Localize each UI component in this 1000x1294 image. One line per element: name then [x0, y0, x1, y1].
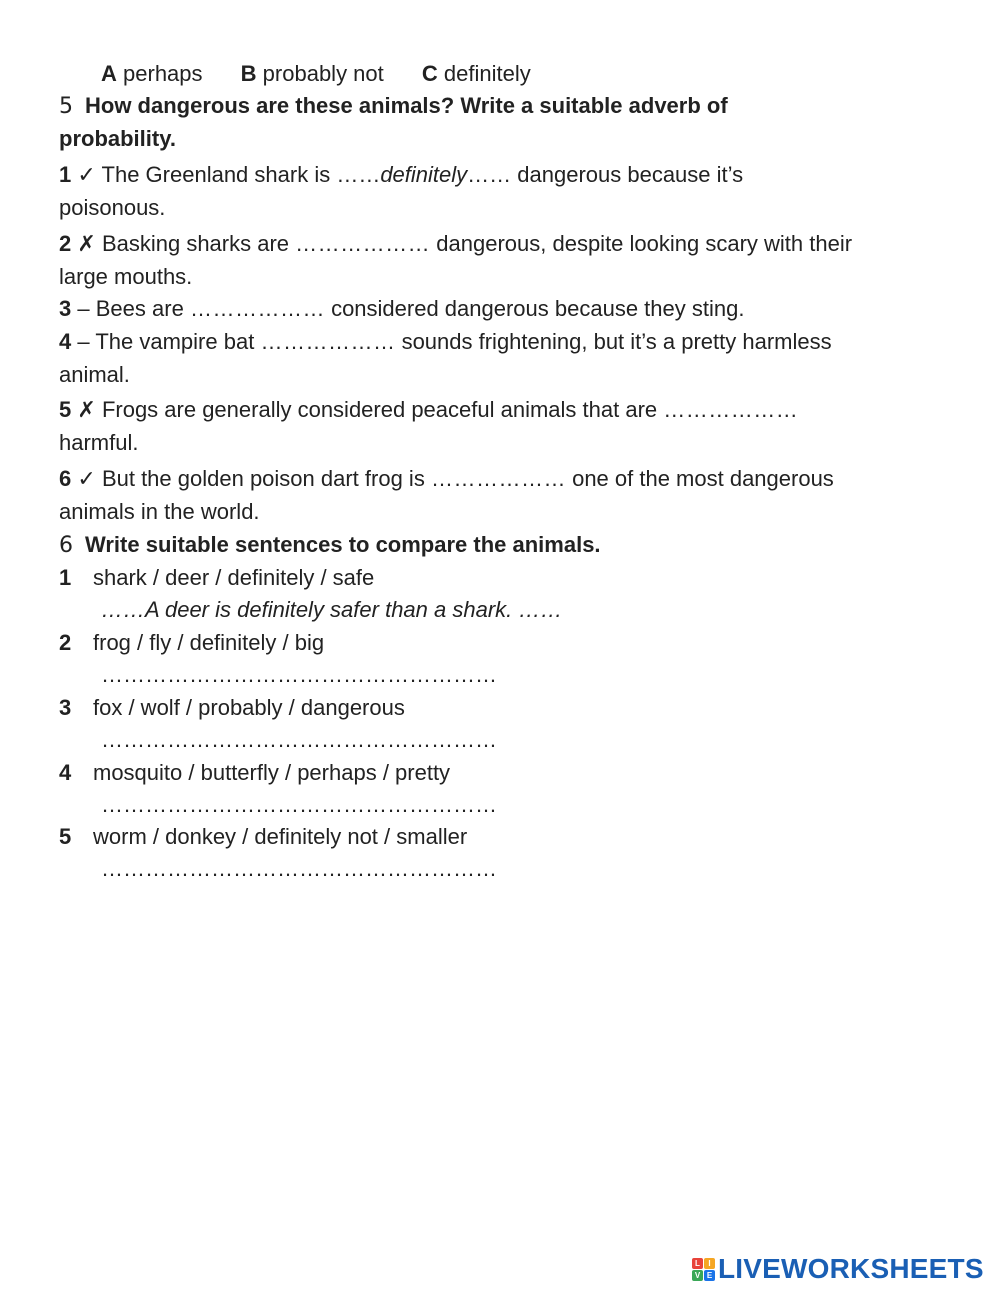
check-icon: ✓ [77, 162, 96, 187]
s5-item-3: 3 – Bees are ……………… considered dangerous because they sting. [59, 296, 745, 321]
section6-instruction: Write suitable sentences to compare the animals. [85, 532, 601, 557]
section5-heading [59, 93, 728, 120]
s5-item-2-blank[interactable]: ……………… [295, 231, 431, 256]
section5-instruction: How dangerous are these animals? Write a suitable adverb of [85, 93, 728, 118]
check-icon: ✓ [77, 466, 96, 491]
logo-mark-icon: L I V E [692, 1258, 715, 1281]
logo-text: LIVEWORKSHEETS [718, 1253, 984, 1284]
s6-item-5-answer-row [101, 856, 541, 882]
s5-item-1-answer: definitely [380, 162, 468, 187]
option-a: A perhaps [101, 61, 203, 86]
s6-item-2-answer-input[interactable] [101, 662, 541, 688]
s6-item-3: 3 fox / wolf / probably / dangerous [59, 695, 405, 720]
s5-item-4-blank[interactable]: ……………… [260, 329, 396, 354]
cross-icon: ✗ [77, 397, 96, 422]
option-c: C definitely [421, 61, 531, 86]
section5-number: 5 [59, 94, 73, 119]
section6-number: 6 [59, 533, 73, 558]
s5-item-3-blank[interactable]: ……………… [189, 296, 325, 321]
s6-item-4-answer-input[interactable] [101, 792, 541, 818]
s6-item-1-answer: ……A deer is definitely safer than a shark. …… [101, 597, 563, 622]
s5-item-1: 1 ✓ The Greenland shark is ……definitely…… dangerous because it’s [59, 162, 744, 187]
s6-item-3-answer-row [101, 727, 541, 753]
section5-heading-cont: probability. [59, 126, 176, 151]
s5-item-5: 5 ✗ Frogs are generally considered peaceful animals that are ……………… [59, 397, 799, 422]
dash-icon: – [77, 296, 90, 321]
option-b: B probably not [240, 61, 384, 86]
s5-item-4-cont: animal. [59, 362, 130, 387]
s6-item-5-answer-input[interactable] [101, 856, 541, 882]
s5-item-1-cont: poisonous. [59, 195, 166, 220]
s5-item-2-cont: large mouths. [59, 264, 193, 289]
s6-item-4: 4 mosquito / butterfly / perhaps / pretty [59, 760, 451, 785]
s5-item-4: 4 – The vampire bat ……………… sounds frightening, but it’s a pretty harmless [59, 329, 832, 354]
s6-item-2-answer-row [101, 662, 541, 688]
s6-item-4-answer-row [101, 792, 541, 818]
s6-item-1: 1 shark / deer / definitely / safe [59, 565, 375, 590]
liveworksheets-logo[interactable] [692, 1254, 984, 1284]
dash-icon: – [77, 329, 90, 354]
cross-icon: ✗ [77, 231, 96, 256]
s5-item-5-blank[interactable]: ……………… [663, 397, 799, 422]
s5-item-5-cont: harmful. [59, 430, 139, 455]
section6-heading [59, 532, 601, 559]
s6-item-5: 5 worm / donkey / definitely not / smaller [59, 824, 468, 849]
s5-item-2: 2 ✗ Basking sharks are ……………… dangerous, despite looking scary with their [59, 231, 853, 256]
s6-item-3-answer-input[interactable] [101, 727, 541, 753]
s5-item-6: 6 ✓ But the golden poison dart frog is ……………… one of the most dangerous [59, 466, 834, 491]
s5-item-6-blank[interactable]: ……………… [430, 466, 566, 491]
options-line [101, 61, 563, 87]
s6-item-2: 2 frog / fly / definitely / big [59, 630, 325, 655]
s5-item-6-cont: animals in the world. [59, 499, 260, 524]
